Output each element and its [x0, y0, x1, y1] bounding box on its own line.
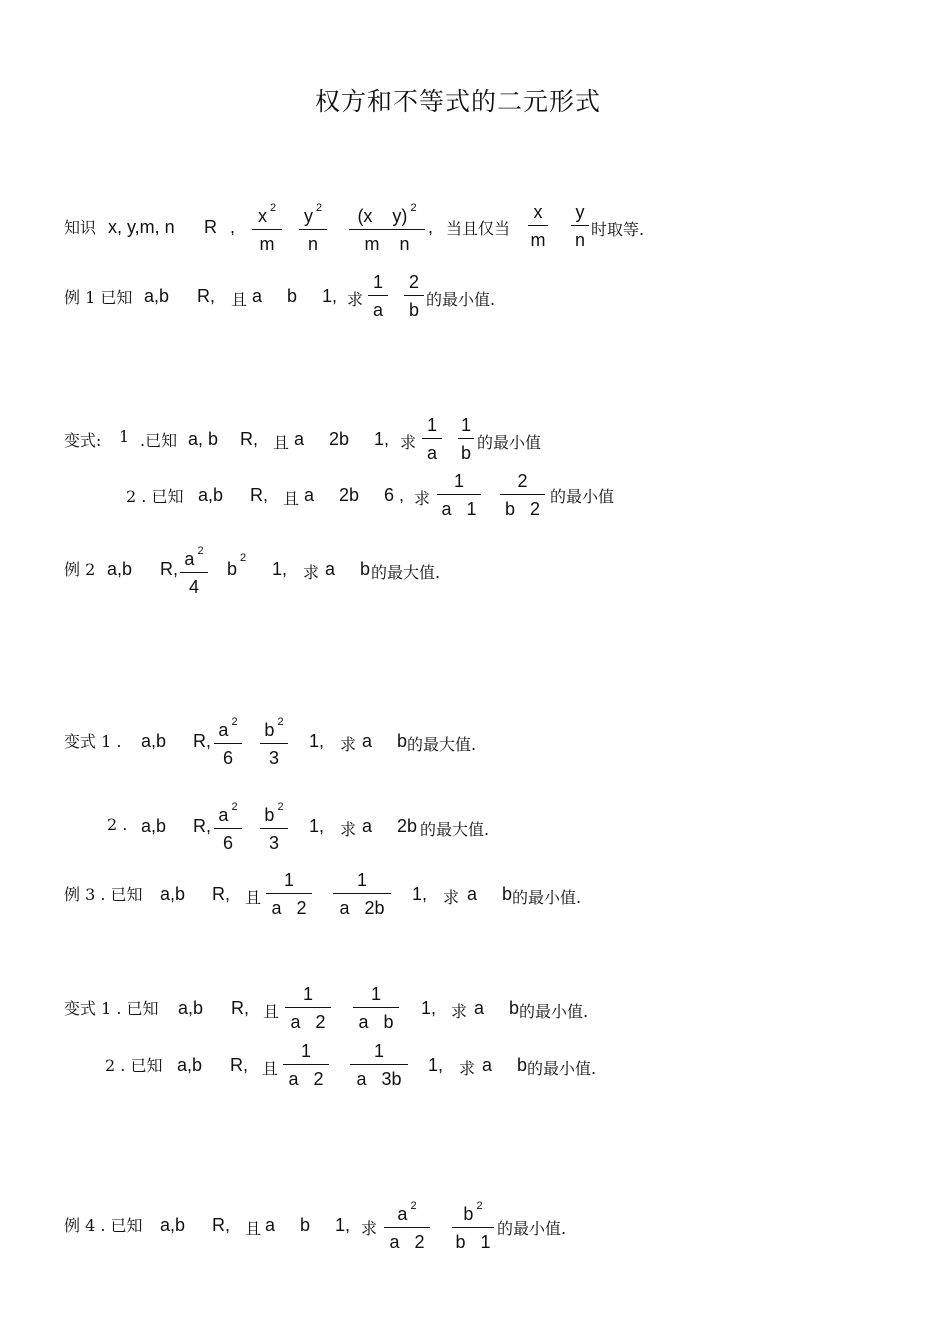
fraction	[458, 415, 474, 463]
set: R,	[197, 286, 215, 306]
fraction-numerator: 1	[372, 272, 383, 292]
vars: a,b	[144, 286, 170, 306]
fraction-bar	[368, 295, 388, 296]
fraction-numerator: b	[264, 720, 275, 740]
fraction-denominator: a b	[358, 1012, 394, 1032]
set: R,	[160, 559, 178, 579]
target-expression: a 2b	[362, 816, 418, 836]
fraction-numerator: 1	[370, 984, 381, 1004]
fraction-numerator: 1	[356, 870, 367, 890]
and-text: 且	[263, 1002, 280, 1021]
fraction-numerator: x	[257, 206, 267, 226]
fraction-denominator: a 3b	[356, 1069, 402, 1089]
fraction-bar	[283, 1064, 329, 1065]
set: R,	[212, 884, 230, 904]
example-label: 例 2	[64, 560, 96, 579]
target-expression: a b	[482, 1055, 528, 1075]
condition: a b 1,	[265, 1215, 351, 1235]
fraction-bar	[528, 225, 548, 226]
fraction-denominator: a	[426, 443, 437, 463]
fraction-denominator: a 2b	[339, 898, 385, 918]
fraction-bar	[458, 438, 474, 439]
knowledge-comma: ,	[230, 217, 236, 237]
vars: a,b	[107, 559, 133, 579]
fraction-denominator: 3	[268, 748, 279, 768]
fraction-numerator: 1	[373, 1041, 384, 1061]
item-number: 2 . 已知	[126, 487, 184, 506]
tail-text: 的最小值.	[527, 1059, 597, 1078]
vars: a,b	[177, 1055, 203, 1075]
exponent: 2	[410, 202, 417, 214]
fraction-numerator: a	[184, 549, 195, 569]
fraction	[571, 202, 589, 250]
target-expression: a b	[474, 998, 520, 1018]
fraction-denominator: m	[259, 234, 275, 254]
fraction-numerator: y	[575, 202, 585, 222]
knowledge-label: 知识	[64, 218, 97, 237]
fraction-denominator: n	[574, 230, 585, 250]
exponent: 2	[197, 545, 204, 557]
fraction	[422, 415, 442, 463]
condition: a 2b 6 ,	[304, 485, 405, 505]
fraction	[260, 801, 288, 853]
and-text: 且	[273, 433, 290, 452]
knowledge-vars: x, y,m, n	[108, 217, 175, 237]
exponent: 2	[231, 801, 238, 813]
fraction	[214, 716, 242, 768]
fraction-bar	[333, 893, 391, 894]
ask-text: 求	[347, 290, 364, 309]
fraction-bar	[349, 229, 425, 230]
exponent: 2	[476, 1200, 483, 1212]
fraction	[266, 870, 312, 918]
condition: 1,	[421, 998, 437, 1018]
condition: a b 1,	[252, 286, 338, 306]
tail-text: 的最小值.	[512, 888, 582, 907]
knowledge-tail: 时取等.	[591, 220, 645, 239]
ask-text: 求	[361, 1219, 378, 1238]
item-number: 1	[119, 427, 130, 446]
ask-text: 求	[340, 820, 357, 839]
fraction	[285, 984, 331, 1032]
tail-text: 的最小值	[550, 487, 615, 506]
fraction-numerator: a	[397, 1204, 408, 1224]
fraction-bar	[404, 295, 424, 296]
fraction-bar	[571, 225, 589, 226]
ask-text: 求	[303, 563, 320, 582]
fraction-denominator: a	[372, 300, 383, 320]
set: R,	[231, 998, 249, 1018]
exponent: 2	[277, 801, 284, 813]
fraction-denominator: b	[408, 300, 419, 320]
fraction-bar	[437, 494, 481, 495]
fraction-numerator: y	[303, 206, 313, 226]
ask-text: 求	[443, 888, 460, 907]
condition: 1,	[272, 559, 288, 579]
fraction-denominator: m n	[364, 234, 410, 254]
fraction	[252, 202, 282, 254]
vars: a,b	[141, 816, 167, 836]
fraction-numerator: b	[463, 1204, 474, 1224]
tail-text: 的最小值.	[497, 1219, 567, 1238]
ask-text: 求	[400, 433, 417, 452]
exponent: 2	[240, 552, 247, 564]
fraction-numerator: 1	[453, 471, 464, 491]
fraction-numerator: 1	[300, 1041, 311, 1061]
tail-text: 的最大值.	[407, 735, 477, 754]
fraction	[437, 471, 481, 519]
exponent: 2	[277, 716, 284, 728]
condition: 1,	[428, 1055, 444, 1075]
set: R,	[212, 1215, 230, 1235]
fraction	[349, 202, 425, 254]
knowledge-set: R	[204, 217, 217, 237]
knowledge-comma: ,	[428, 217, 434, 237]
fraction-denominator: 3	[268, 833, 279, 853]
fraction-numerator: 2	[408, 272, 419, 292]
and-text: 且	[245, 1219, 262, 1238]
fraction	[260, 716, 288, 768]
tail-text: 的最大值.	[420, 820, 490, 839]
fraction-bar	[252, 229, 282, 230]
and-text: 且	[283, 489, 300, 508]
fraction-numerator: 1	[426, 415, 437, 435]
and-text: 且	[231, 290, 248, 309]
b-term: b	[227, 559, 238, 579]
condition: 1,	[309, 731, 325, 751]
exponent: 2	[269, 202, 277, 214]
fraction-bar	[260, 743, 288, 744]
fraction-denominator: a 2	[288, 1069, 324, 1089]
fraction-denominator: m	[530, 230, 546, 250]
exponent: 2	[410, 1200, 417, 1212]
exponent: 2	[315, 202, 323, 214]
target-expression: a b	[467, 884, 513, 904]
condition: 1,	[412, 884, 428, 904]
fraction-bar	[422, 438, 442, 439]
fraction	[404, 272, 424, 320]
fraction-numerator: 2	[517, 471, 528, 491]
fraction	[299, 202, 327, 254]
tail-text: 的最小值.	[519, 1002, 589, 1021]
and-text: 且	[262, 1059, 279, 1078]
set: R,	[193, 731, 211, 751]
fraction-bar	[266, 893, 312, 894]
fraction-bar	[214, 828, 242, 829]
fraction-denominator: a 2	[271, 898, 307, 918]
vars: a,b	[160, 884, 186, 904]
and-text: 且	[245, 888, 262, 907]
fraction	[500, 471, 545, 519]
fraction-bar	[452, 1227, 494, 1228]
vars: a,b	[198, 485, 224, 505]
fraction-bar	[260, 828, 288, 829]
fraction-denominator: 6	[222, 833, 233, 853]
fraction-bar	[353, 1007, 399, 1008]
target-expression: a b	[362, 731, 408, 751]
vars: a,b	[160, 1215, 186, 1235]
fraction	[350, 1041, 408, 1089]
ask-text: 求	[459, 1059, 476, 1078]
fraction-numerator: x	[533, 202, 543, 222]
fraction-numerator: a	[218, 720, 229, 740]
set: R,	[240, 429, 258, 449]
fraction	[333, 870, 391, 918]
fraction-denominator: a 2	[389, 1232, 425, 1252]
ask-text: 求	[414, 489, 431, 508]
fraction	[528, 202, 548, 250]
page-title: 权方和不等式的二元形式	[315, 87, 602, 116]
tail-text: 的最小值.	[426, 290, 496, 309]
fraction-denominator: b 1	[455, 1232, 491, 1252]
fraction-numerator: (x y)	[357, 206, 408, 226]
item-number: 2 .	[107, 815, 128, 834]
set: R,	[230, 1055, 248, 1075]
knowledge-condition: 当且仅当	[446, 219, 511, 238]
variant-label: 变式:	[64, 431, 102, 450]
fraction-bar	[299, 229, 327, 230]
fraction	[384, 1200, 430, 1252]
condition: a 2b 1,	[294, 429, 390, 449]
fraction	[368, 272, 388, 320]
ask-text: 求	[451, 1002, 468, 1021]
fraction-numerator: 1	[283, 870, 294, 890]
variant-label: 变式 1 .	[64, 732, 122, 751]
fraction-bar	[350, 1064, 408, 1065]
fraction-bar	[214, 743, 242, 744]
fraction-denominator: 6	[222, 748, 233, 768]
fraction-denominator: a 1	[441, 499, 477, 519]
fraction-bar	[285, 1007, 331, 1008]
fraction-denominator: a 2	[290, 1012, 326, 1032]
vars: a, b	[188, 429, 219, 449]
fraction	[283, 1041, 329, 1089]
target-expression: a b	[325, 559, 371, 579]
fraction-denominator: b 2	[504, 499, 541, 519]
ask-text: 求	[340, 735, 357, 754]
fraction-numerator: a	[218, 805, 229, 825]
tail-text: 的最小值	[477, 433, 542, 452]
fraction	[180, 545, 208, 597]
known-text: .已知	[140, 431, 178, 450]
exponent: 2	[231, 716, 238, 728]
fraction	[353, 984, 399, 1032]
fraction-bar	[384, 1227, 430, 1228]
example-label: 例 1 已知	[64, 288, 133, 307]
condition: 1,	[309, 816, 325, 836]
tail-text: 的最大值.	[371, 563, 441, 582]
fraction-bar	[500, 494, 545, 495]
fraction-bar	[180, 572, 208, 573]
fraction	[452, 1200, 494, 1252]
vars: a,b	[141, 731, 167, 751]
fraction-numerator: b	[264, 805, 275, 825]
example-label: 例 4 . 已知	[64, 1216, 143, 1235]
vars: a,b	[178, 998, 204, 1018]
fraction-denominator: 4	[188, 577, 199, 597]
example-label: 例 3 . 已知	[64, 885, 143, 904]
set: R,	[250, 485, 268, 505]
set: R,	[193, 816, 211, 836]
fraction-denominator: b	[460, 443, 471, 463]
fraction-numerator: 1	[302, 984, 313, 1004]
fraction	[214, 801, 242, 853]
variant-label: 变式 1 . 已知	[64, 999, 159, 1018]
fraction-numerator: 1	[460, 415, 471, 435]
fraction-denominator: n	[307, 234, 318, 254]
item-number: 2 . 已知	[105, 1056, 163, 1075]
